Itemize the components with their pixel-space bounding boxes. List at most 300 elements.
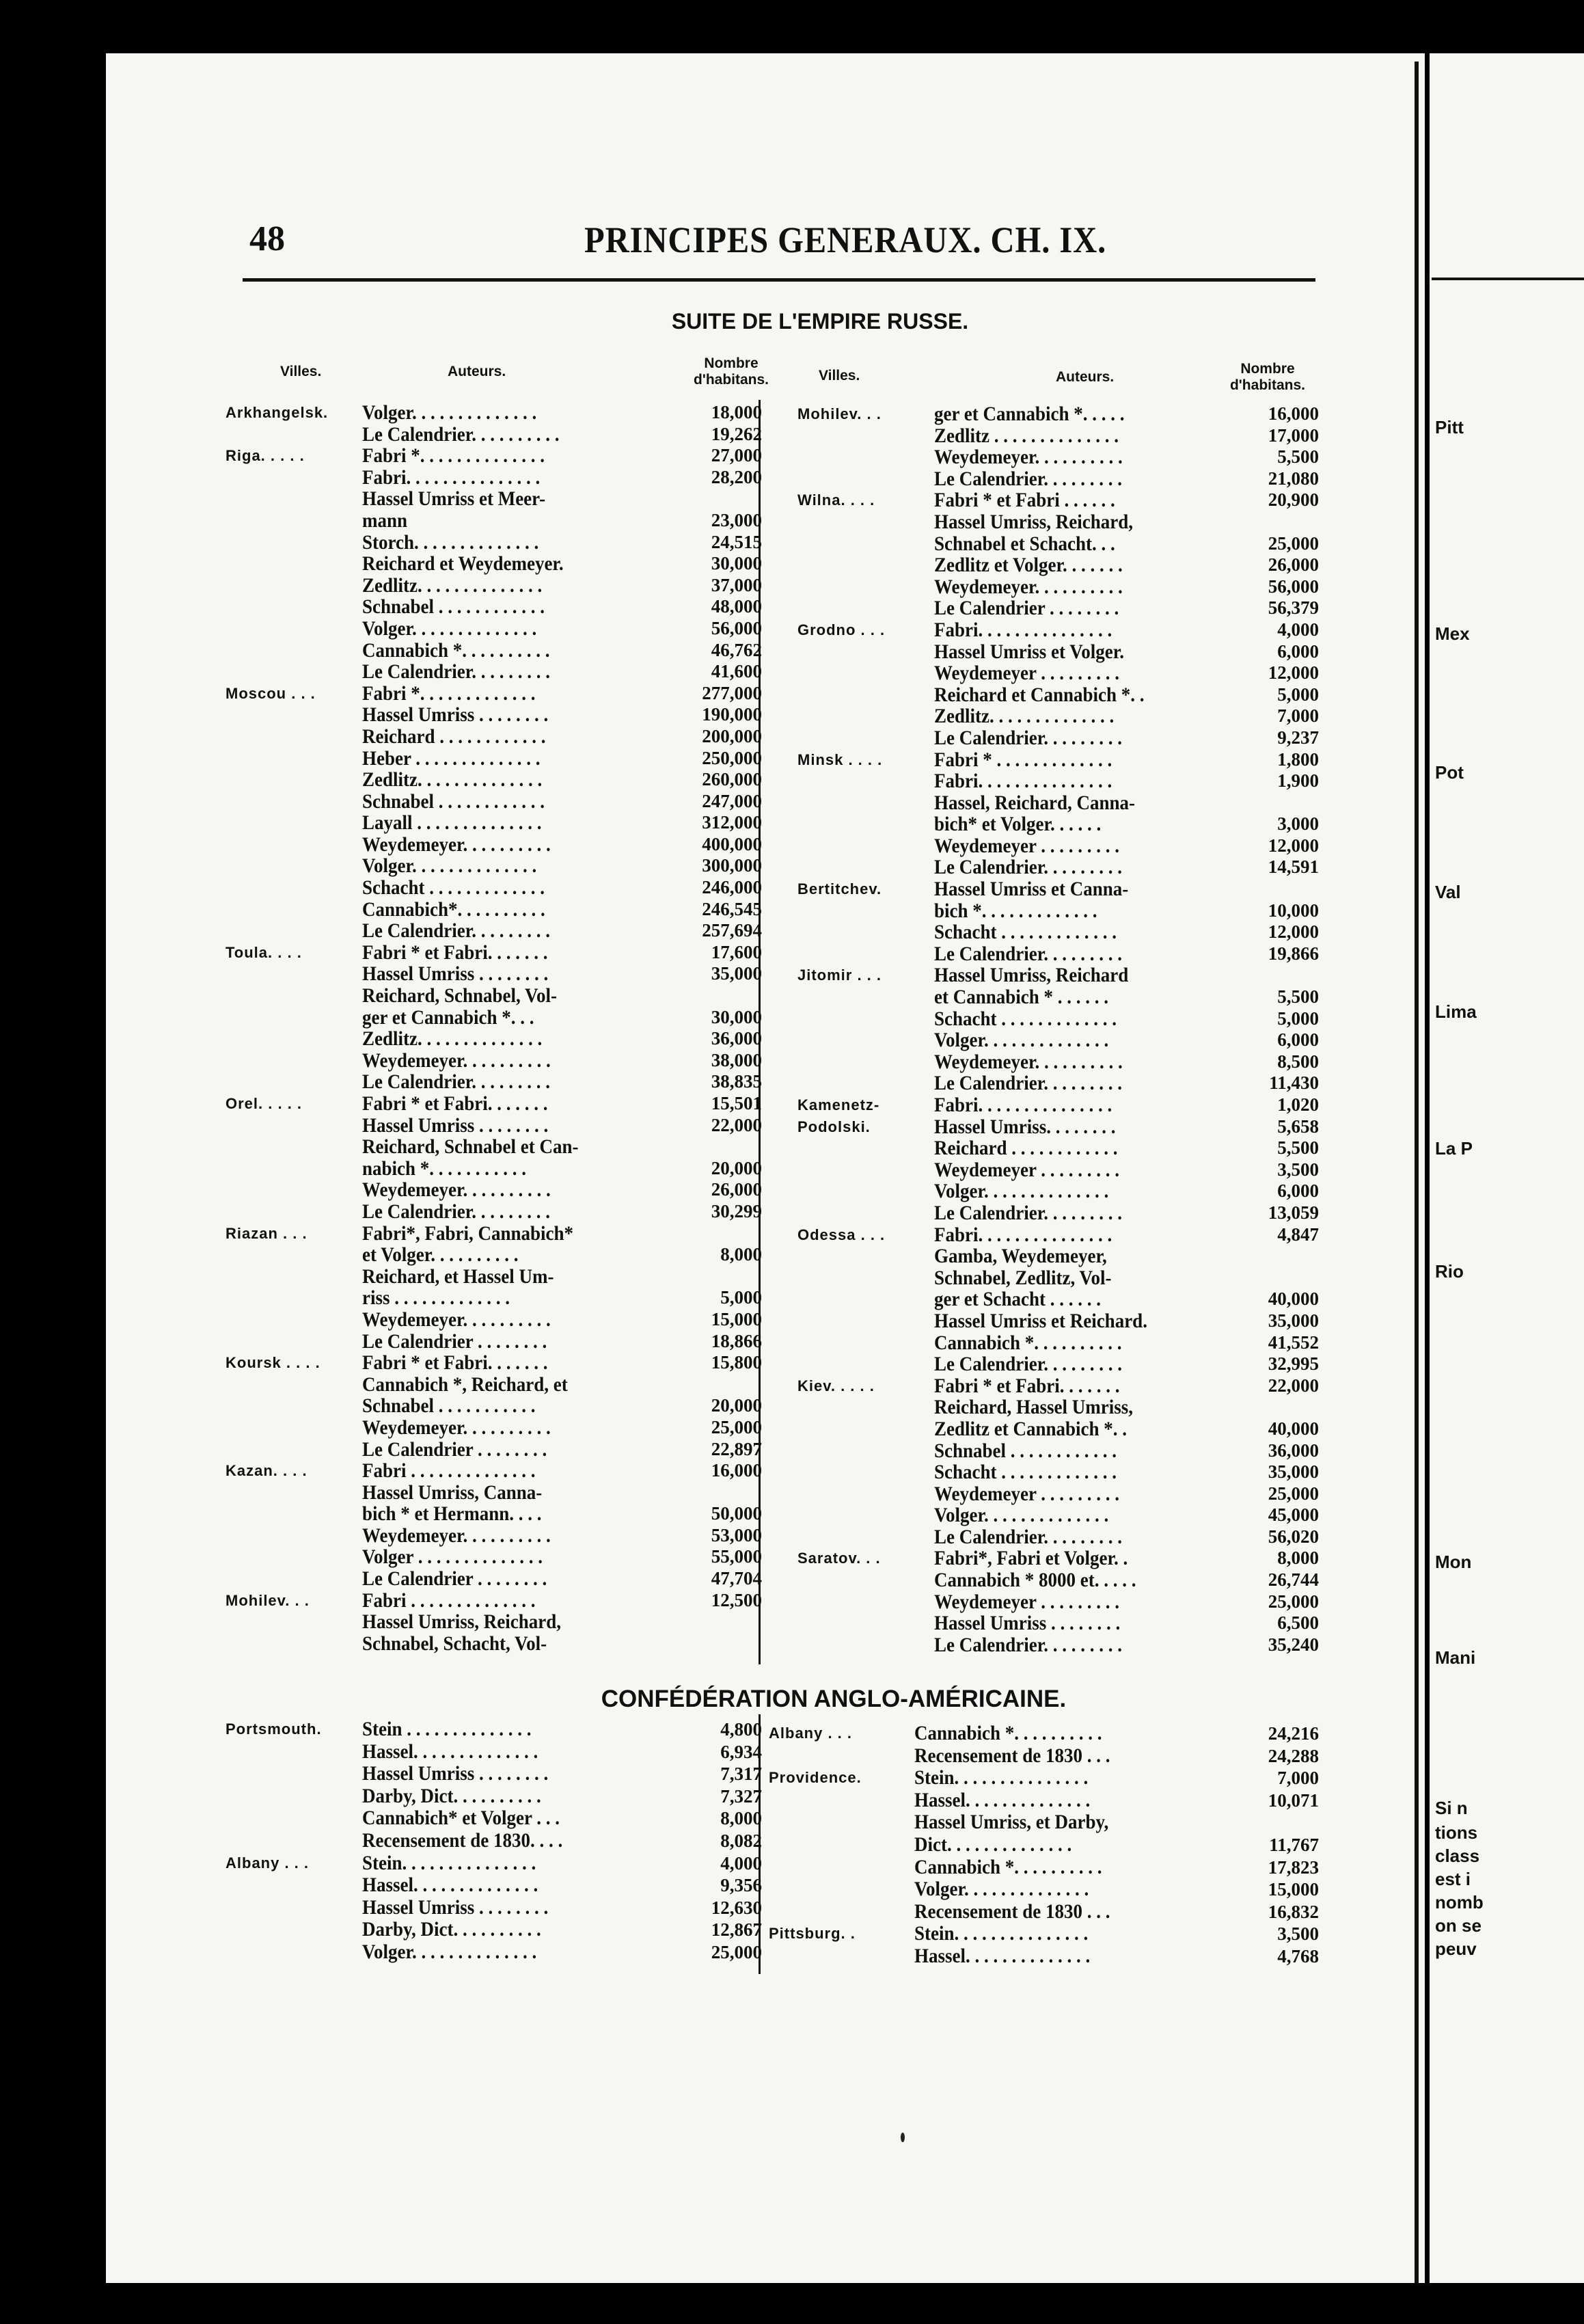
- population-value: 16,000: [711, 1460, 762, 1481]
- author-name: Schnabel, Zedlitz, Vol-: [934, 1266, 1112, 1289]
- table-row: [226, 1874, 762, 1897]
- population-value: 7,317: [720, 1764, 762, 1785]
- population-value: 41,552: [1268, 1332, 1319, 1353]
- table-row: [226, 445, 762, 467]
- author-name: Hassel Umriss . . . . . . . .: [362, 962, 549, 986]
- author-name: Dict. . . . . . . . . . . . . .: [914, 1833, 1072, 1856]
- table-row: [226, 1028, 762, 1050]
- table-row: [797, 1159, 1319, 1181]
- table-row: [797, 641, 1319, 663]
- table-row: [769, 1811, 1319, 1834]
- author-name: Le Calendrier. . . . . . . . .: [934, 942, 1122, 965]
- population-value: 250,000: [702, 747, 762, 768]
- population-value: 25,000: [1268, 1483, 1319, 1504]
- col-head-nombre-line1: Nombre: [1240, 361, 1295, 377]
- author-name: Zedlitz et Cannabich *. .: [934, 1417, 1128, 1440]
- table-row: [226, 1785, 762, 1808]
- author-name: Hassel Umriss. . . . . . . .: [934, 1115, 1116, 1138]
- table-row: [797, 403, 1319, 425]
- facing-page-fragment: Mani: [1435, 1647, 1476, 1668]
- usa-table-right: [769, 1722, 1319, 1968]
- city-name: Orel. . . . .: [226, 1095, 303, 1112]
- population-value: 3,500: [1277, 1159, 1319, 1180]
- author-name: Reichard, et Hassel Um-: [362, 1265, 554, 1288]
- population-value: 19,262: [711, 423, 762, 444]
- table-row: [226, 1417, 762, 1439]
- city-name: Koursk . . . .: [226, 1354, 320, 1372]
- table-row: [797, 1029, 1319, 1051]
- population-value: 190,000: [702, 704, 762, 725]
- author-name: Stein. . . . . . . . . . . . . . .: [914, 1922, 1089, 1945]
- author-name: Fabri *. . . . . . . . . . . . .: [362, 681, 536, 705]
- author-name: Hassel Umriss, Reichard,: [362, 1610, 561, 1634]
- author-name: Volger . . . . . . . . . . . . . .: [362, 1545, 543, 1569]
- population-value: 35,000: [711, 963, 762, 984]
- author-name: Fabri. . . . . . . . . . . . . . .: [934, 618, 1112, 641]
- author-name: Reichard, Schnabel, Vol-: [362, 984, 558, 1008]
- table-row: [769, 1789, 1319, 1812]
- table-row: [797, 533, 1319, 555]
- table-row: [797, 1634, 1319, 1656]
- author-name: Weydemeyer. . . . . . . . . .: [934, 446, 1123, 469]
- author-name: Weydemeyer. . . . . . . . . .: [934, 575, 1123, 598]
- table-row: [226, 1093, 762, 1115]
- gutter-line: [1415, 62, 1419, 2283]
- table-row: [226, 1201, 762, 1223]
- population-value: 8,000: [720, 1808, 762, 1829]
- table-row: [797, 1245, 1319, 1267]
- population-value: 47,704: [711, 1568, 762, 1589]
- author-name: Weydemeyer. . . . . . . . . .: [362, 1049, 551, 1072]
- table-row: [797, 684, 1319, 706]
- city-name: Toula. . . .: [226, 943, 302, 961]
- author-name: Le Calendrier. . . . . . . . .: [934, 856, 1122, 879]
- table-row: [797, 1332, 1319, 1354]
- table-row: [797, 727, 1319, 749]
- table-row: [226, 1830, 762, 1852]
- table-row: [226, 1718, 762, 1741]
- population-value: 23,000: [711, 509, 762, 530]
- facing-page-fragment: La P: [1435, 1138, 1473, 1159]
- city-name: Albany . . .: [769, 1725, 853, 1742]
- author-name: Volger. . . . . . . . . . . . . .: [934, 1504, 1109, 1527]
- author-name: nabich *. . . . . . . . . . .: [362, 1157, 527, 1180]
- table-row: [769, 1856, 1319, 1879]
- facing-page-fragment: Lima: [1435, 1001, 1477, 1022]
- table-row: [226, 488, 762, 510]
- table-row: [797, 425, 1319, 447]
- population-value: 36,000: [711, 1028, 762, 1049]
- population-value: 56,000: [711, 617, 762, 638]
- col-head-villes-left: Villes.: [280, 364, 322, 379]
- table-row: [226, 1807, 762, 1830]
- table-row: [797, 1526, 1319, 1548]
- population-value: 35,000: [1268, 1461, 1319, 1483]
- author-name: Fabri*, Fabri et Volger. .: [934, 1547, 1128, 1570]
- population-value: 25,000: [1268, 1591, 1319, 1612]
- author-name: Hassel Umriss, Reichard: [934, 964, 1129, 987]
- population-value: 35,240: [1268, 1634, 1319, 1655]
- table-row: [226, 1590, 762, 1612]
- author-name: Fabri . . . . . . . . . . . . . .: [362, 1459, 536, 1483]
- author-name: Zedlitz et Volger. . . . . . .: [934, 554, 1123, 577]
- table-row: [769, 1834, 1319, 1856]
- city-name: Kazan. . . .: [226, 1462, 308, 1480]
- table-row: [226, 1287, 762, 1309]
- population-value: 30,299: [711, 1200, 762, 1221]
- author-name: Weydemeyer. . . . . . . . . .: [934, 1050, 1123, 1073]
- author-name: Hassel Umriss . . . . . . . .: [362, 703, 549, 727]
- facing-page-fragment: peuv: [1435, 1938, 1477, 1959]
- table-row: [226, 1503, 762, 1525]
- table-row: [226, 1352, 762, 1374]
- author-name: Stein. . . . . . . . . . . . . . .: [362, 1851, 536, 1874]
- population-value: 400,000: [702, 833, 762, 854]
- author-name: ger et Cannabich *. . .: [362, 1005, 534, 1029]
- table-row: [226, 596, 762, 618]
- table-row: [226, 920, 762, 942]
- author-name: Hassel Umriss et Reichard.: [934, 1309, 1147, 1332]
- table-row: [226, 1050, 762, 1072]
- table-row: [226, 1115, 762, 1137]
- population-value: 7,327: [720, 1785, 762, 1807]
- table-row: [797, 1288, 1319, 1310]
- header-rule: [243, 278, 1315, 282]
- table-row: [226, 769, 762, 791]
- population-value: 35,000: [1268, 1310, 1319, 1331]
- author-name: bich * et Hermann. . . .: [362, 1502, 542, 1526]
- population-value: 12,000: [1268, 835, 1319, 856]
- table-row: [797, 813, 1319, 835]
- table-row: [797, 1461, 1319, 1483]
- table-row: [797, 1591, 1319, 1613]
- population-value: 45,000: [1268, 1504, 1319, 1526]
- table-row: [226, 575, 762, 597]
- population-value: 6,500: [1277, 1612, 1319, 1634]
- table-row: [226, 424, 762, 446]
- facing-page-fragment: nomb: [1435, 1892, 1484, 1913]
- col-head-nombre-line2: d'habitans.: [1229, 377, 1305, 393]
- author-name: Heber . . . . . . . . . . . . . .: [362, 746, 541, 770]
- population-value: 25,000: [711, 1416, 762, 1437]
- population-value: 11,767: [1269, 1834, 1319, 1855]
- author-name: Fabri * et Fabri. . . . . . .: [362, 1351, 548, 1375]
- table-row: [797, 1116, 1319, 1138]
- population-value: 200,000: [702, 725, 762, 746]
- table-row: [797, 900, 1319, 922]
- population-value: 12,000: [1268, 921, 1319, 943]
- city-name: Minsk . . . .: [797, 751, 883, 768]
- col-head-nombre-right: [1216, 361, 1319, 394]
- author-name: Le Calendrier . . . . . . . .: [362, 1329, 547, 1353]
- table-row: [797, 1267, 1319, 1289]
- population-value: 7,000: [1277, 705, 1319, 727]
- table-row: [797, 1504, 1319, 1526]
- table-row: [226, 683, 762, 705]
- population-value: 25,000: [1268, 532, 1319, 554]
- population-value: 5,500: [1277, 986, 1319, 1008]
- facing-page-fragment: Mon: [1435, 1552, 1472, 1572]
- population-value: 12,000: [1268, 662, 1319, 684]
- table-row: [226, 855, 762, 877]
- table-row: [226, 1897, 762, 1919]
- population-value: 5,000: [1277, 684, 1319, 705]
- author-name: Hassel. . . . . . . . . . . . . .: [362, 1874, 538, 1897]
- population-value: 55,000: [711, 1546, 762, 1567]
- population-value: 260,000: [702, 769, 762, 790]
- table-row: [226, 1439, 762, 1461]
- table-row: [226, 1941, 762, 1964]
- author-name: Weydemeyer. . . . . . . . . .: [362, 1524, 551, 1547]
- table-row: [797, 792, 1319, 814]
- table-row: [226, 1395, 762, 1417]
- table-row: [797, 1094, 1319, 1116]
- author-name: Volger. . . . . . . . . . . . . .: [934, 1180, 1109, 1203]
- facing-page-fragment: Mex: [1435, 623, 1470, 644]
- author-name: Fabri. . . . . . . . . . . . . . .: [934, 770, 1112, 793]
- author-name: Zedlitz. . . . . . . . . . . . . .: [934, 705, 1115, 728]
- population-value: 5,000: [720, 1287, 762, 1308]
- population-value: 257,694: [702, 920, 762, 941]
- table-row: [797, 705, 1319, 727]
- population-value: 8,082: [720, 1830, 762, 1851]
- author-name: Le Calendrier . . . . . . . .: [362, 1437, 547, 1461]
- author-name: Schnabel . . . . . . . . . . . .: [934, 1439, 1117, 1462]
- population-value: 16,832: [1268, 1901, 1319, 1922]
- russia-table-right: [797, 403, 1319, 1656]
- author-name: Weydemeyer . . . . . . . . .: [934, 1482, 1119, 1505]
- author-name: ger et Cannabich *. . . . .: [934, 403, 1125, 425]
- author-name: et Cannabich * . . . . . .: [934, 986, 1109, 1009]
- population-value: 20,900: [1268, 489, 1319, 511]
- author-name: Hassel Umriss et Canna-: [934, 878, 1129, 901]
- table-row: [226, 877, 762, 899]
- table-row: [226, 1611, 762, 1633]
- table-row: [797, 1483, 1319, 1505]
- table-row: [797, 1137, 1319, 1159]
- population-value: 6,000: [1277, 1180, 1319, 1202]
- author-name: Le Calendrier. . . . . . . . .: [362, 919, 550, 943]
- author-name: Fabri. . . . . . . . . . . . . . .: [934, 1094, 1112, 1116]
- population-value: 38,000: [711, 1049, 762, 1070]
- author-name: mann: [362, 509, 408, 532]
- population-value: 5,658: [1277, 1116, 1319, 1137]
- table-row: [226, 963, 762, 985]
- author-name: Zedlitz . . . . . . . . . . . . . .: [934, 424, 1119, 447]
- author-name: Reichard et Cannabich *. .: [934, 683, 1145, 706]
- table-row: [797, 1569, 1319, 1591]
- population-value: 277,000: [702, 682, 762, 703]
- page-header: [140, 219, 1315, 273]
- table-row: [797, 1353, 1319, 1375]
- city-name: Jitomir . . .: [797, 967, 882, 984]
- table-row: [797, 1440, 1319, 1462]
- table-row: [226, 1919, 762, 1941]
- table-row: [769, 1923, 1319, 1945]
- city-name: Providence.: [769, 1769, 862, 1787]
- author-name: Recensement de 1830. . . .: [362, 1828, 563, 1852]
- city-name: Moscou . . .: [226, 684, 316, 702]
- author-name: Reichard . . . . . . . . . . . .: [934, 1137, 1118, 1160]
- population-value: 8,000: [1277, 1548, 1319, 1569]
- author-name: Cannabich * 8000 et. . . . .: [934, 1569, 1136, 1592]
- table-row: [226, 1244, 762, 1266]
- table-row: [226, 1071, 762, 1093]
- facing-page-fragment: est i: [1435, 1869, 1471, 1889]
- population-value: 1,900: [1277, 770, 1319, 792]
- author-name: Volger. . . . . . . . . . . . . .: [362, 1940, 537, 1963]
- population-value: 5,500: [1277, 1137, 1319, 1159]
- table-row: [797, 749, 1319, 771]
- table-row: [226, 1158, 762, 1180]
- city-name: Bertitchev.: [797, 880, 882, 898]
- facing-page-fragment: on se: [1435, 1915, 1481, 1936]
- table-row: [797, 770, 1319, 792]
- table-row: [797, 446, 1319, 468]
- population-value: 24,216: [1268, 1723, 1319, 1744]
- table-row: [226, 899, 762, 921]
- population-value: 14,591: [1268, 856, 1319, 878]
- author-name: Weydemeyer. . . . . . . . . .: [362, 1416, 551, 1439]
- table-row: [226, 1309, 762, 1331]
- table-row: [797, 554, 1319, 576]
- author-name: Weydemeyer. . . . . . . . . .: [362, 1178, 551, 1202]
- population-value: 50,000: [711, 1503, 762, 1524]
- city-name: Arkhangelsk.: [226, 404, 329, 421]
- table-row: [797, 619, 1319, 641]
- city-name: Saratov. . .: [797, 1550, 881, 1567]
- table-row: [226, 510, 762, 532]
- table-row: [226, 812, 762, 834]
- population-value: 19,866: [1268, 943, 1319, 964]
- author-name: Le Calendrier. . . . . . . . . .: [362, 422, 560, 446]
- population-value: 48,000: [711, 596, 762, 617]
- population-value: 4,847: [1277, 1224, 1319, 1245]
- table-row: [226, 1482, 762, 1504]
- table-row: [797, 1051, 1319, 1073]
- author-name: Le Calendrier. . . . . . . . .: [934, 1072, 1122, 1095]
- population-value: 5,500: [1277, 446, 1319, 468]
- table-row: [226, 1460, 762, 1482]
- table-row: [226, 791, 762, 813]
- population-value: 12,500: [711, 1589, 762, 1610]
- city-name: Grodno . . .: [797, 621, 886, 638]
- author-name: Le Calendrier. . . . . . . . .: [934, 1633, 1122, 1656]
- population-value: 40,000: [1268, 1418, 1319, 1439]
- author-name: Fabri*, Fabri, Cannabich*: [362, 1221, 574, 1245]
- author-name: Storch. . . . . . . . . . . . . .: [362, 530, 539, 554]
- author-name: Weydemeyer . . . . . . . . .: [934, 1590, 1119, 1613]
- population-value: 36,000: [1268, 1440, 1319, 1461]
- population-value: 41,600: [711, 661, 762, 682]
- col-head-auteurs-right: Auteurs.: [1056, 369, 1115, 385]
- population-value: 40,000: [1268, 1288, 1319, 1310]
- col-head-villes-right: Villes.: [819, 368, 860, 383]
- population-value: 12,630: [711, 1897, 762, 1918]
- table-row: [226, 1136, 762, 1158]
- table-row: [226, 942, 762, 964]
- table-row: [797, 964, 1319, 986]
- author-name: Hassel Umriss et Volger.: [934, 640, 1125, 663]
- author-name: Hassel Umriss . . . . . . . .: [362, 1895, 549, 1919]
- author-name: Fabri * et Fabri . . . . . .: [934, 489, 1115, 512]
- table-row: [769, 1722, 1319, 1745]
- population-value: 24,515: [711, 531, 762, 552]
- population-value: 312,000: [702, 812, 762, 833]
- table-row: [226, 1266, 762, 1288]
- table-row: [797, 921, 1319, 943]
- col-head-nombre-left: [694, 355, 769, 388]
- author-name: Cannabich *. . . . . . . . . .: [914, 1855, 1102, 1878]
- population-value: 17,600: [711, 941, 762, 962]
- author-name: Recensement de 1830 . . .: [914, 1744, 1110, 1767]
- section-title-russia: SUITE DE L'EMPIRE RUSSE.: [671, 309, 969, 334]
- population-value: 12,867: [711, 1919, 762, 1941]
- author-name: Reichard, Schnabel et Can-: [362, 1135, 579, 1159]
- author-name: Le Calendrier. . . . . . . . .: [934, 1353, 1122, 1376]
- author-name: Fabri . . . . . . . . . . . . . .: [362, 1589, 536, 1612]
- author-name: Weydemeyer . . . . . . . . .: [934, 834, 1119, 857]
- population-value: 26,744: [1268, 1569, 1319, 1591]
- col-head-nombre-line1: Nombre: [704, 355, 759, 371]
- table-row: [226, 1763, 762, 1785]
- population-value: 3,000: [1277, 813, 1319, 835]
- col-head-nombre-line2: d'habitans.: [694, 372, 769, 388]
- population-value: 20,000: [711, 1157, 762, 1178]
- population-value: 17,823: [1268, 1856, 1319, 1878]
- author-name: Le Calendrier. . . . . . . . .: [362, 660, 550, 684]
- population-value: 22,000: [711, 1114, 762, 1135]
- author-name: bich *. . . . . . . . . . . . .: [934, 899, 1097, 922]
- table-row: [769, 1878, 1319, 1901]
- population-value: 300,000: [702, 855, 762, 876]
- city-name: Portsmouth.: [226, 1720, 322, 1738]
- population-value: 18,866: [711, 1330, 762, 1351]
- population-value: 10,000: [1268, 900, 1319, 921]
- ink-speck: [901, 2133, 905, 2142]
- population-value: 15,000: [711, 1308, 762, 1329]
- table-row: [226, 1852, 762, 1875]
- russia-table-left: [226, 402, 762, 1654]
- table-row: [797, 489, 1319, 511]
- table-row: [226, 467, 762, 489]
- table-row: [226, 553, 762, 575]
- author-name: Zedlitz. . . . . . . . . . . . . .: [362, 1027, 543, 1051]
- author-name: Fabri * . . . . . . . . . . . . .: [934, 748, 1112, 771]
- population-value: 246,000: [702, 877, 762, 898]
- city-name: Kamenetz-: [797, 1096, 880, 1113]
- population-value: 6,000: [1277, 640, 1319, 662]
- author-name: Schnabel . . . . . . . . . . .: [362, 1394, 536, 1418]
- population-value: 4,000: [720, 1852, 762, 1874]
- table-row: [797, 1375, 1319, 1397]
- author-name: Cannabich*. . . . . . . . . .: [362, 897, 545, 921]
- population-value: 22,897: [711, 1438, 762, 1459]
- author-name: Weydemeyer . . . . . . . . .: [934, 662, 1119, 685]
- population-value: 25,000: [711, 1941, 762, 1962]
- author-name: Volger. . . . . . . . . . . . . .: [914, 1878, 1089, 1901]
- table-row: [797, 1396, 1319, 1418]
- population-value: 38,835: [711, 1071, 762, 1092]
- author-name: Hassel Umriss . . . . . . . .: [934, 1612, 1121, 1635]
- author-name: Weydemeyer. . . . . . . . . .: [362, 833, 551, 856]
- col-head-auteurs-left: Auteurs.: [448, 364, 506, 379]
- author-name: Schnabel . . . . . . . . . . . .: [362, 595, 545, 619]
- usa-table-left: [226, 1718, 762, 1964]
- city-name: Albany . . .: [226, 1854, 310, 1872]
- author-name: Le Calendrier. . . . . . . . .: [934, 726, 1122, 749]
- author-name: Schnabel . . . . . . . . . . . .: [362, 789, 545, 813]
